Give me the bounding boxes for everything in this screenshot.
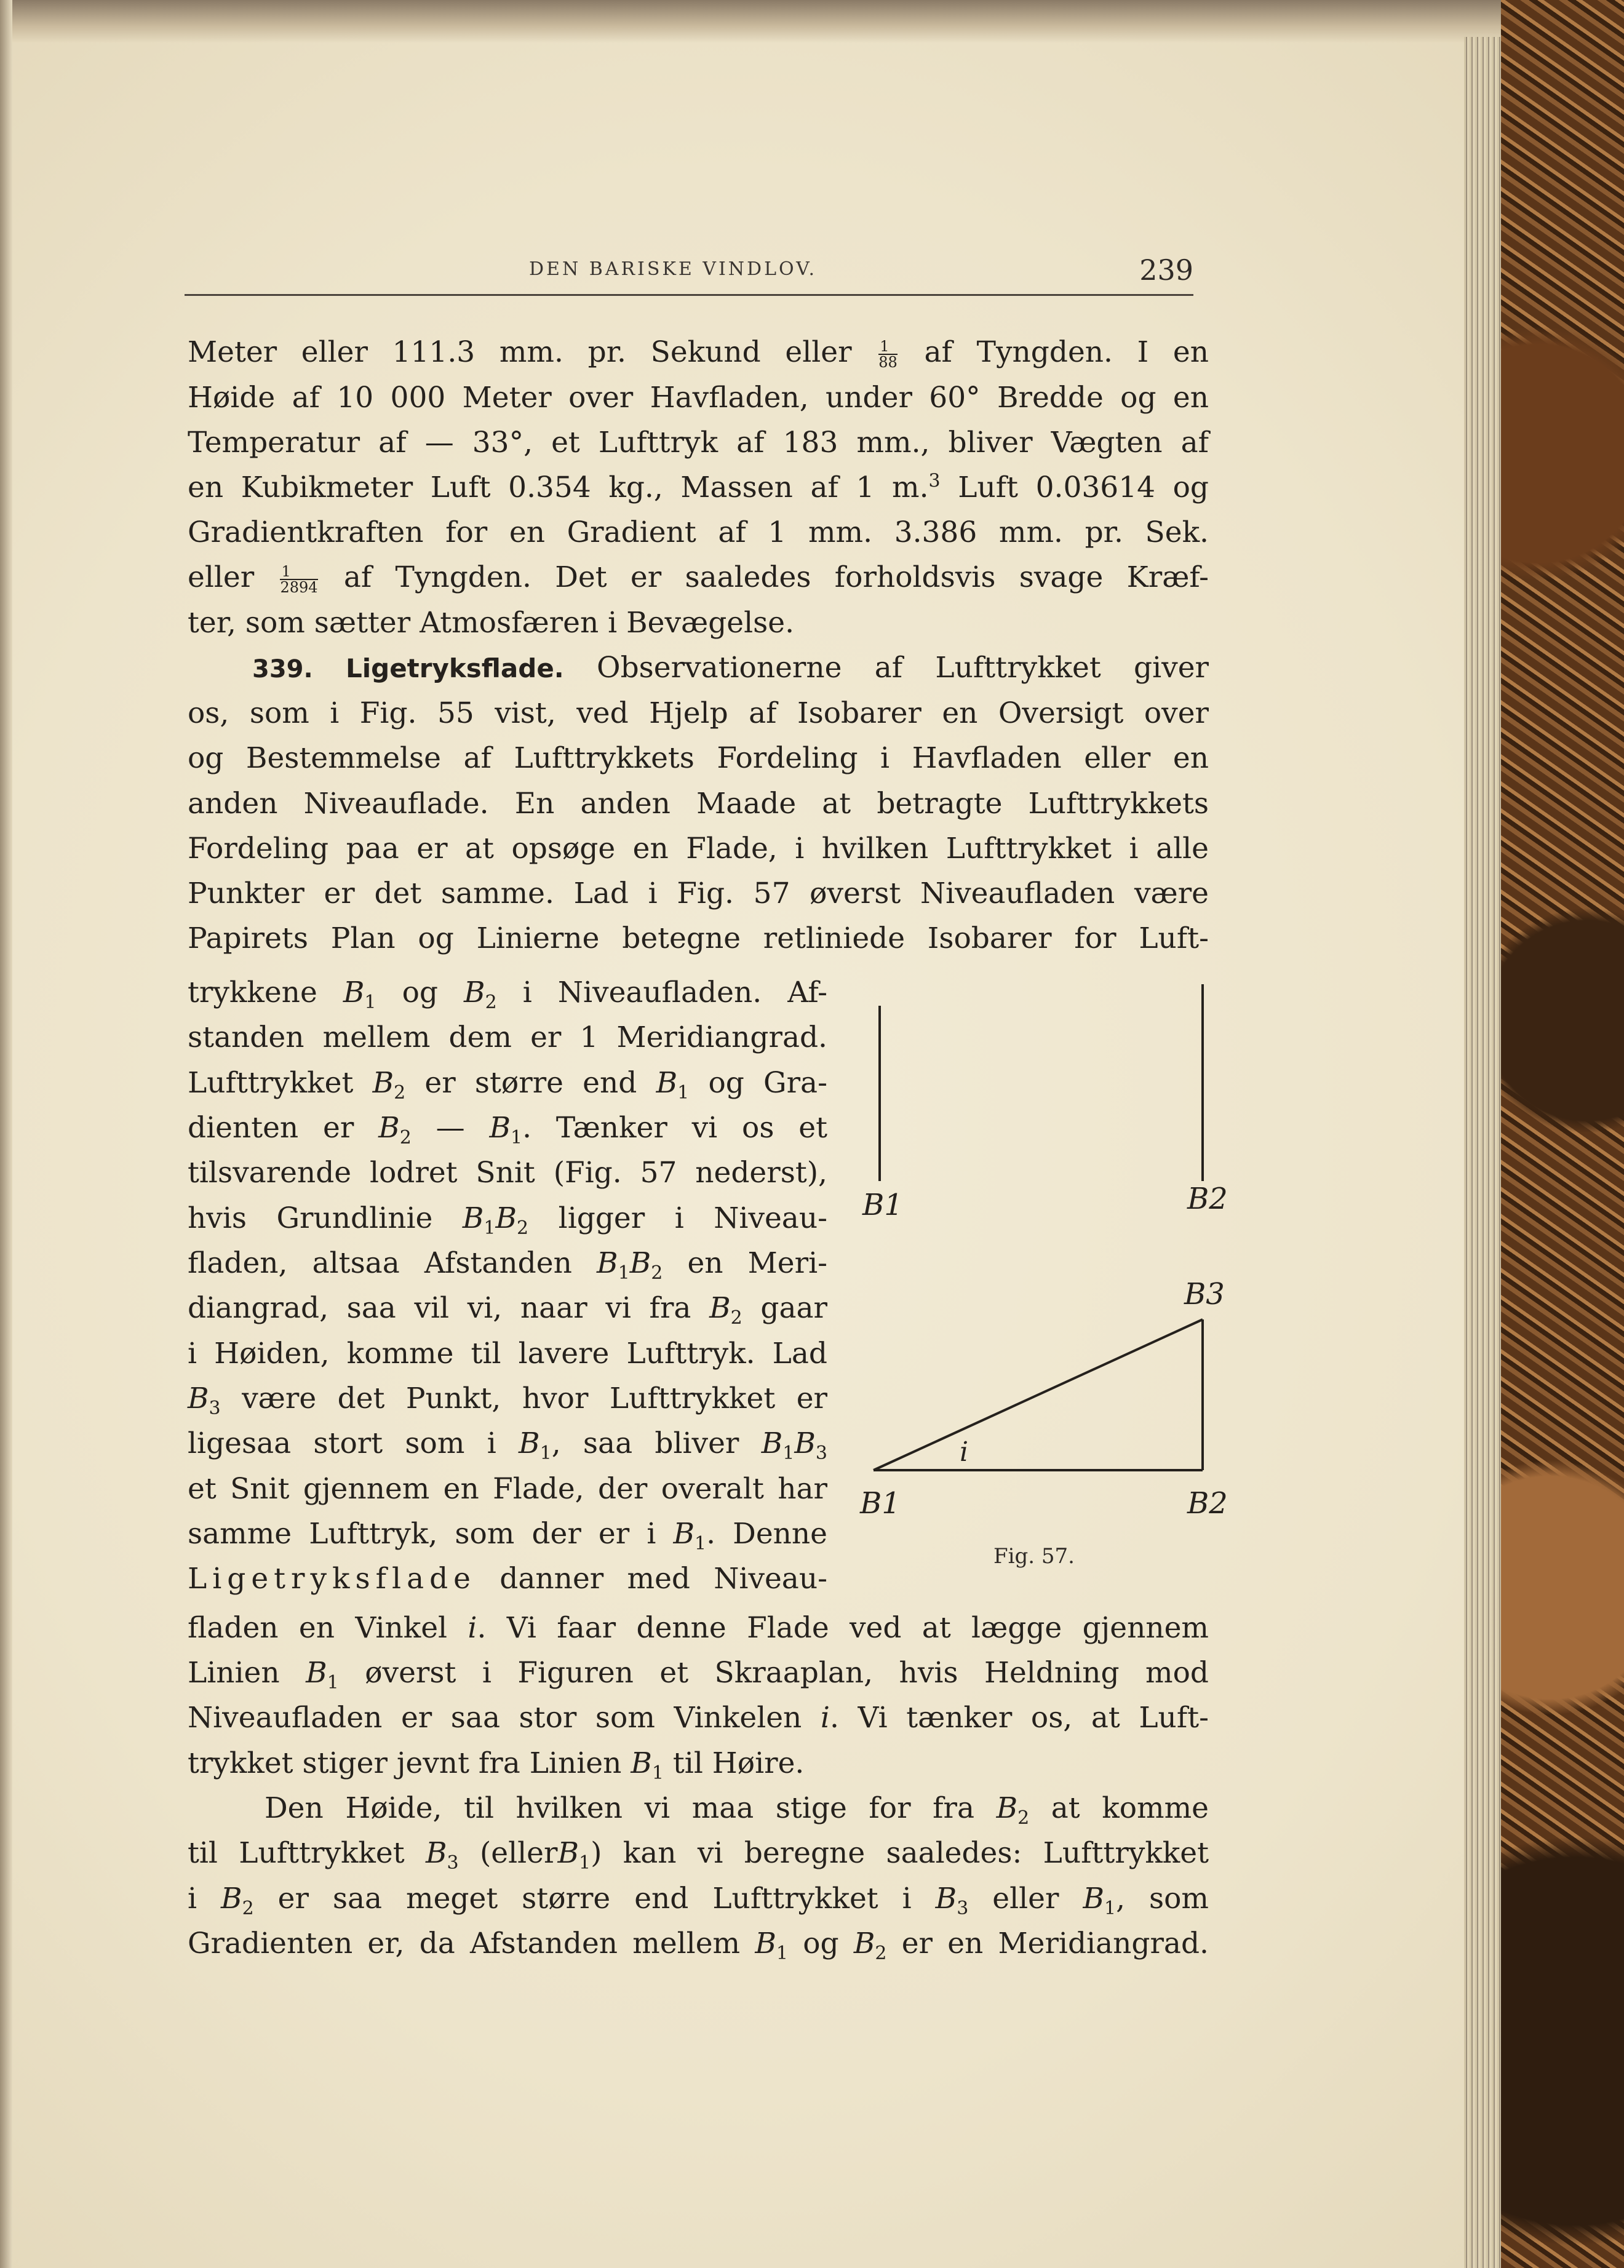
text-line: standen mellem dem er 1 Meridiangrad. <box>188 1021 827 1054</box>
text-line: i $B_2$ er saa meget større end Lufttrykket i $B_3$ eller $B_1$, som <box>188 1882 1209 1919</box>
text-line: Ligetryksflade danner med Niveau- <box>188 1562 827 1596</box>
text-line: Niveaufladen er saa stor som Vinkelen i. Vi tænker os, at Luft- <box>188 1701 1209 1735</box>
text-line: og Bestemmelse af Lufttrykkets Fordeling i Havfladen eller en <box>188 741 1209 775</box>
text-line: os, som i Fig. 55 vist, ved Hjelp af Isobarer en Oversigt over <box>188 696 1209 730</box>
text-line: tilsvarende lodret Snit (Fig. 57 nederst), <box>188 1156 827 1190</box>
page-edges <box>1464 37 1501 2268</box>
text-line: Papirets Plan og Linierne betegne retliniede Isobarer for Luft- <box>188 921 1209 955</box>
text-line: diangrad, saa vil vi, naar vi fra $B_2$ gaar <box>188 1291 827 1329</box>
text-line: Fordeling paa er at opsøge en Flade, i hvilken Lufttrykket i alle <box>188 832 1209 865</box>
text-line: fladen, altsaa Afstanden $B_1B_2$ en Meri- <box>188 1246 827 1284</box>
running-head <box>185 253 1193 296</box>
text-line: Gradienten er, da Afstanden mellem $B_1$ og $B_2$ er en Meridiangrad. <box>188 1927 1209 1964</box>
marbled-cover <box>1501 0 1624 2268</box>
text-line: Punkter er det samme. Lad i Fig. 57 øverst Niveaufladen være <box>188 877 1209 910</box>
figure-caption: Fig. 57. <box>993 1544 1075 1569</box>
emphasis-term: Ligetryksflade <box>188 1562 476 1596</box>
label-top-right: B2 <box>1187 1182 1228 1216</box>
label-bottom-right: B2 <box>1187 1486 1228 1521</box>
text-line: et Snit gjennem en Flade, der overalt har <box>188 1472 827 1506</box>
label-angle: i <box>960 1436 969 1468</box>
text-line: Høide af 10 000 Meter over Havfladen, under 60° Bredde og en <box>188 381 1209 415</box>
figure-57 <box>855 972 1236 1587</box>
hypotenuse-b1-b3 <box>874 1319 1203 1470</box>
section-number: 339. <box>252 655 313 683</box>
text-line: Meter eller 111.3 mm. pr. Sekund eller $\frac{1}{88}$ af Tyngden. I en <box>188 335 1209 371</box>
binding-gutter <box>0 0 12 2268</box>
text-line: fladen en Vinkel i. Vi faar denne Flade ved at lægge gjennem <box>188 1611 1209 1645</box>
fraction: $\frac{1}{88}$ <box>878 338 898 371</box>
label-top-left: B1 <box>862 1188 903 1222</box>
text-line: trykket stiger jevnt fra Linien $B_1$ til Høire. <box>188 1746 805 1784</box>
text-line: ligesaa stort som i $B_1$, saa bliver $B_1B_3$ <box>188 1426 827 1464</box>
running-title: DEN BARISKE VINDLOV. <box>529 258 818 280</box>
figure-diagram <box>855 972 1236 1575</box>
page-top-edge <box>0 0 1624 43</box>
text-line: i Høiden, komme til lavere Lufttryk. Lad <box>188 1337 827 1371</box>
text-line: $B_3$ være det Punkt, hvor Lufttrykket er <box>188 1382 827 1419</box>
text-line: Den Høide, til hvilken vi maa stige for fra $B_2$ at komme <box>265 1791 1209 1829</box>
text-line: trykkene $B_1$ og $B_2$ i Niveaufladen. Af- <box>188 976 827 1013</box>
label-apex: B3 <box>1184 1277 1225 1311</box>
label-bottom-left: B1 <box>860 1486 901 1521</box>
text-line: eller $\frac{1}{2894}$ af Tyngden. Det er saaledes forholdsvis svage Kræf- <box>188 560 1209 596</box>
text-line: Lufttrykket $B_2$ er større end $B_1$ og Gra- <box>188 1066 827 1104</box>
section-heading-line: 339. Ligetryksflade. Observationerne af Lufttrykket giver <box>252 651 1209 685</box>
text-line: Temperatur af — 33°, et Lufttryk af 183 mm., bliver Vægten af <box>188 426 1209 460</box>
text-line: til Lufttrykket $B_3$ (ellerB$_1$) kan vi beregne saaledes: Lufttrykket <box>188 1836 1209 1874</box>
text-line: anden Niveauflade. En anden Maade at betragte Lufttrykkets <box>188 787 1209 821</box>
text-line: en Kubikmeter Luft 0.354 kg., Massen af 1 m.$^3$ Luft 0.03614 og <box>188 470 1209 504</box>
text-line: dienten er $B_2$ — $B_1$. Tænker vi os et <box>188 1111 827 1148</box>
section-title: Ligetryksflade. <box>345 653 564 683</box>
text-line: Linien $B_1$ øverst i Figuren et Skraaplan, hvis Heldning mod <box>188 1656 1209 1693</box>
text-line: hvis Grundlinie $B_1B_2$ ligger i Niveau- <box>188 1201 827 1239</box>
header-rule <box>185 294 1193 296</box>
page-number: 239 <box>1139 253 1193 287</box>
text-line: ter, som sætter Atmosfæren i Bevægelse. <box>188 606 795 640</box>
fraction: $\frac{1}{2894}$ <box>280 563 318 596</box>
text-line: Gradientkraften for en Gradient af 1 mm. 3.386 mm. pr. Sek. <box>188 515 1209 549</box>
text-line: samme Lufttryk, som der er i $B_1$. Denne <box>188 1517 828 1554</box>
